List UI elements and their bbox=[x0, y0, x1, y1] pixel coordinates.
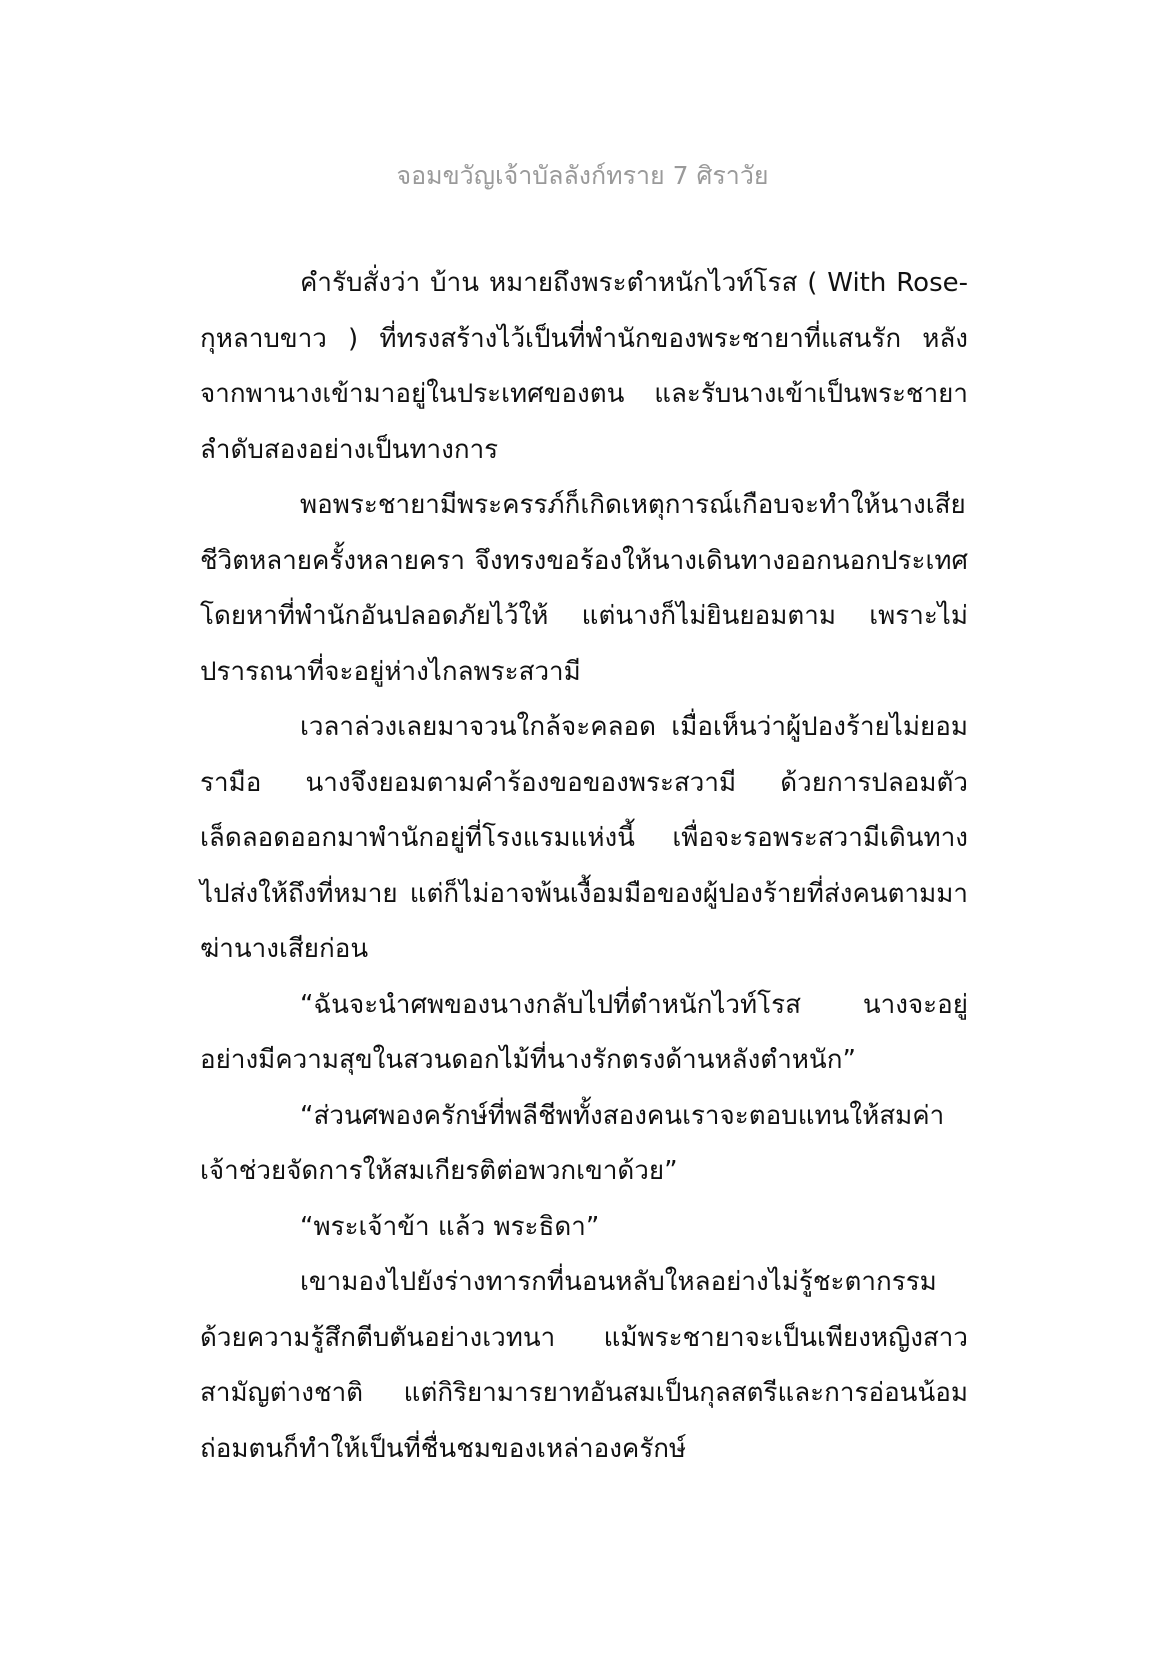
body-text bbox=[200, 256, 968, 1477]
paragraph: คำรับสั่งว่า บ้าน หมายถึงพระตำหนักไวท์โรส ( With Rose-กุหลาบขาว ) ที่ทรงสร้างไว้เป็นที่พำนักของพระชายาที่แสนรัก หลังจากพานางเข้ามาอยู่ในประเทศของตน และรับนางเข้าเป็นพระชายาลำดับสองอย่างเป็นทางการ bbox=[200, 268, 968, 465]
paragraph: เวลาล่วงเลยมาจวนใกล้จะคลอด เมื่อเห็นว่าผู้ปองร้ายไม่ยอมรามือ นางจึงยอมตามคำร้องขอของพระสวามี ด้วยการปลอมตัวเล็ดลอดออกมาพำนักอยู่ที่โรงแรมแห่งนี้ เพื่อจะรอพระสวามีเดินทางไปส่งให้ถึงที่หมาย แต่ก็ไม่อาจพ้นเงื้อมมือของผู้ปองร้ายที่ส่งคนตามมาฆ่านางเสียก่อน bbox=[200, 712, 968, 964]
paragraph: พอพระชายามีพระครรภ์ก็เกิดเหตุการณ์เกือบจะทำให้นางเสียชีวิตหลายครั้งหลายครา จึงทรงขอร้องให้นางเดินทางออกนอกประเทศ โดยหาที่พำนักอันปลอดภัยไว้ให้ แต่นางก็ไม่ยินยอมตาม เพราะไม่ปรารถนาที่จะอยู่ห่างไกลพระสวามี bbox=[200, 490, 968, 687]
dialogue-paragraph: “ส่วนศพองครักษ์ที่พลีชีพทั้งสองคนเราจะตอบแทนให้สมค่า เจ้าช่วยจัดการให้สมเกียรติต่อพวกเขาด้วย” bbox=[200, 1100, 945, 1186]
running-header: จอมขวัญเจ้าบัลลังก์ทราย 7 ศิราวัย bbox=[396, 161, 769, 190]
paragraph: เขามองไปยังร่างทารกที่นอนหลับใหลอย่างไม่รู้ชะตากรรม ด้วยความรู้สึกตีบตันอย่างเวทนา แม้พระชายาจะเป็นเพียงหญิงสาวสามัญต่างชาติ แต่กิริยามารยาทอันสมเป็นกุลสตรีและการอ่อนน้อมถ่อมตนก็ทำให้เป็นที่ชื่นชมของเหล่าองครักษ์ bbox=[200, 1267, 968, 1464]
dialogue-paragraph: “ฉันจะนำศพของนางกลับไปที่ตำหนักไวท์โรส นางจะอยู่อย่างมีความสุขในสวนดอกไม้ที่นางรักตรงด้านหลังตำหนัก” bbox=[200, 989, 968, 1075]
dialogue-paragraph: “พระเจ้าข้า แล้ว พระธิดา” bbox=[300, 1211, 600, 1242]
